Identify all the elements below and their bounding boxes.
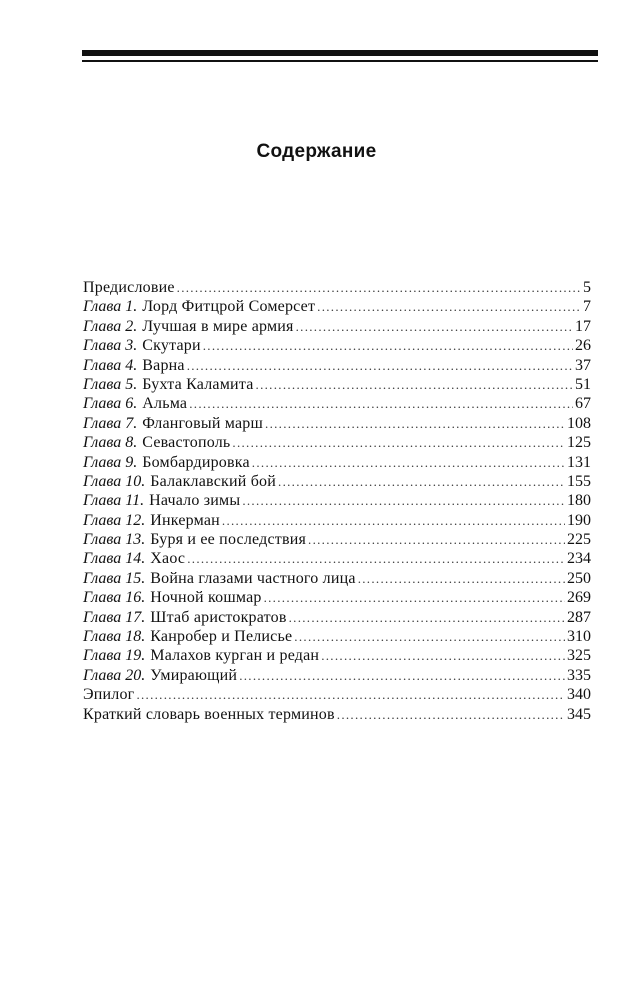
entry-title: Бухта Каламита (142, 375, 254, 393)
chapter-label: Глава 7. (83, 414, 138, 432)
dot-leader (358, 569, 565, 588)
page-number: 125 (567, 434, 591, 452)
chapter-label: Глава 1. (83, 298, 138, 316)
chapter-label: Глава 13. (83, 531, 146, 549)
toc-entry (83, 414, 591, 433)
chapter-label: Глава 2. (83, 317, 138, 335)
table-of-contents (83, 278, 591, 724)
entry-title: Альма (142, 395, 188, 413)
toc-entry (83, 297, 591, 316)
page-number: 340 (567, 686, 591, 704)
entry-title: Севастополь (142, 434, 231, 452)
dot-leader (232, 433, 565, 452)
chapter-label: Глава 11. (83, 492, 145, 510)
entry-title: Эпилог (83, 686, 135, 704)
page-number: 37 (575, 356, 591, 374)
chapter-label: Глава 9. (83, 453, 138, 471)
chapter-label: Глава 12. (83, 511, 146, 529)
entry-title: Умирающий (150, 666, 238, 684)
toc-entry (83, 491, 591, 510)
toc-entry (83, 375, 591, 394)
chapter-label: Глава 20. (83, 666, 146, 684)
dot-leader (239, 666, 565, 685)
toc-entry (83, 472, 591, 491)
toc-entry (83, 356, 591, 375)
page-number: 269 (567, 589, 591, 607)
page-number: 17 (575, 317, 591, 335)
header-rule-thick (82, 50, 598, 56)
entry-title: Фланговый марш (142, 414, 264, 432)
dot-leader (256, 375, 573, 394)
dot-leader (337, 705, 565, 724)
chapter-label: Глава 15. (83, 569, 146, 587)
toc-entry (83, 666, 591, 685)
toc-entry (83, 627, 591, 646)
page-number: 310 (567, 628, 591, 646)
page-number: 7 (583, 298, 591, 316)
page-number: 345 (567, 705, 591, 723)
dot-leader (242, 491, 565, 510)
toc-entry (83, 511, 591, 530)
chapter-label: Глава 14. (83, 550, 146, 568)
toc-entry (83, 646, 591, 665)
dot-leader (264, 588, 565, 607)
dot-leader (189, 394, 573, 413)
chapter-label: Глава 10. (83, 472, 146, 490)
chapter-label: Глава 3. (83, 337, 138, 355)
dot-leader (321, 646, 565, 665)
page-number: 325 (567, 647, 591, 665)
toc-entry (83, 433, 591, 452)
page-number: 225 (567, 531, 591, 549)
toc-entry (83, 705, 591, 724)
toc-entry (83, 278, 591, 297)
chapter-label: Глава 5. (83, 375, 138, 393)
entry-title: Лучшая в мире армия (142, 317, 294, 335)
entry-title: Война глазами частного лица (150, 569, 356, 587)
dot-leader (203, 336, 573, 355)
entry-title: Бомбардировка (142, 453, 250, 471)
entry-title: Балаклавский бой (150, 472, 277, 490)
chapter-label: Глава 17. (83, 608, 146, 626)
dot-leader (296, 317, 573, 336)
toc-entry (83, 317, 591, 336)
page-number: 250 (567, 569, 591, 587)
entry-title: Ночной кошмар (150, 589, 262, 607)
chapter-label: Глава 6. (83, 395, 138, 413)
toc-entry (83, 588, 591, 607)
entry-title: Инкерман (150, 511, 220, 529)
entry-title: Малахов курган и редан (150, 647, 320, 665)
entry-title: Штаб аристократов (150, 608, 287, 626)
dot-leader (289, 608, 565, 627)
dot-leader (278, 472, 565, 491)
page-number: 180 (567, 492, 591, 510)
toc-entry (83, 530, 591, 549)
toc-entry (83, 569, 591, 588)
dot-leader (308, 530, 565, 549)
page-number: 67 (575, 395, 591, 413)
entry-title: Хаос (150, 550, 186, 568)
dot-leader (252, 453, 565, 472)
entry-title: Варна (142, 356, 185, 374)
dot-leader (177, 278, 581, 297)
page-number: 5 (583, 279, 591, 296)
page-number: 287 (567, 608, 591, 626)
chapter-label: Глава 16. (83, 589, 146, 607)
toc-entry (83, 608, 591, 627)
entry-title: Предисловие (83, 279, 175, 296)
page-number: 26 (575, 337, 591, 355)
toc-entry (83, 549, 591, 568)
page-number: 190 (567, 511, 591, 529)
dot-leader (136, 685, 565, 704)
page-number: 155 (567, 472, 591, 490)
entry-title: Начало зимы (149, 492, 241, 510)
entry-title: Лорд Фитцрой Сомерсет (142, 298, 316, 316)
dot-leader (317, 297, 581, 316)
chapter-label: Глава 4. (83, 356, 138, 374)
dot-leader (294, 627, 565, 646)
entry-title: Буря и ее последствия (150, 531, 307, 549)
toc-entry (83, 685, 591, 704)
entry-title: Краткий словарь военных терминов (83, 705, 335, 723)
toc-entry (83, 336, 591, 355)
header-rule-thin (82, 60, 598, 62)
chapter-label: Глава 18. (83, 628, 146, 646)
chapter-label: Глава 8. (83, 434, 138, 452)
dot-leader (265, 414, 565, 433)
page-title: Содержание (256, 141, 377, 162)
page-number: 335 (567, 666, 591, 684)
entry-title: Канробер и Пелисье (150, 628, 293, 646)
page-number: 234 (567, 550, 591, 568)
dot-leader (187, 356, 573, 375)
page-number: 51 (575, 375, 591, 393)
chapter-label: Глава 19. (83, 647, 146, 665)
page-number: 108 (567, 414, 591, 432)
dot-leader (187, 549, 565, 568)
dot-leader (222, 511, 565, 530)
entry-title: Скутари (142, 337, 201, 355)
page-number: 131 (567, 453, 591, 471)
toc-entry (83, 453, 591, 472)
toc-entry (83, 394, 591, 413)
